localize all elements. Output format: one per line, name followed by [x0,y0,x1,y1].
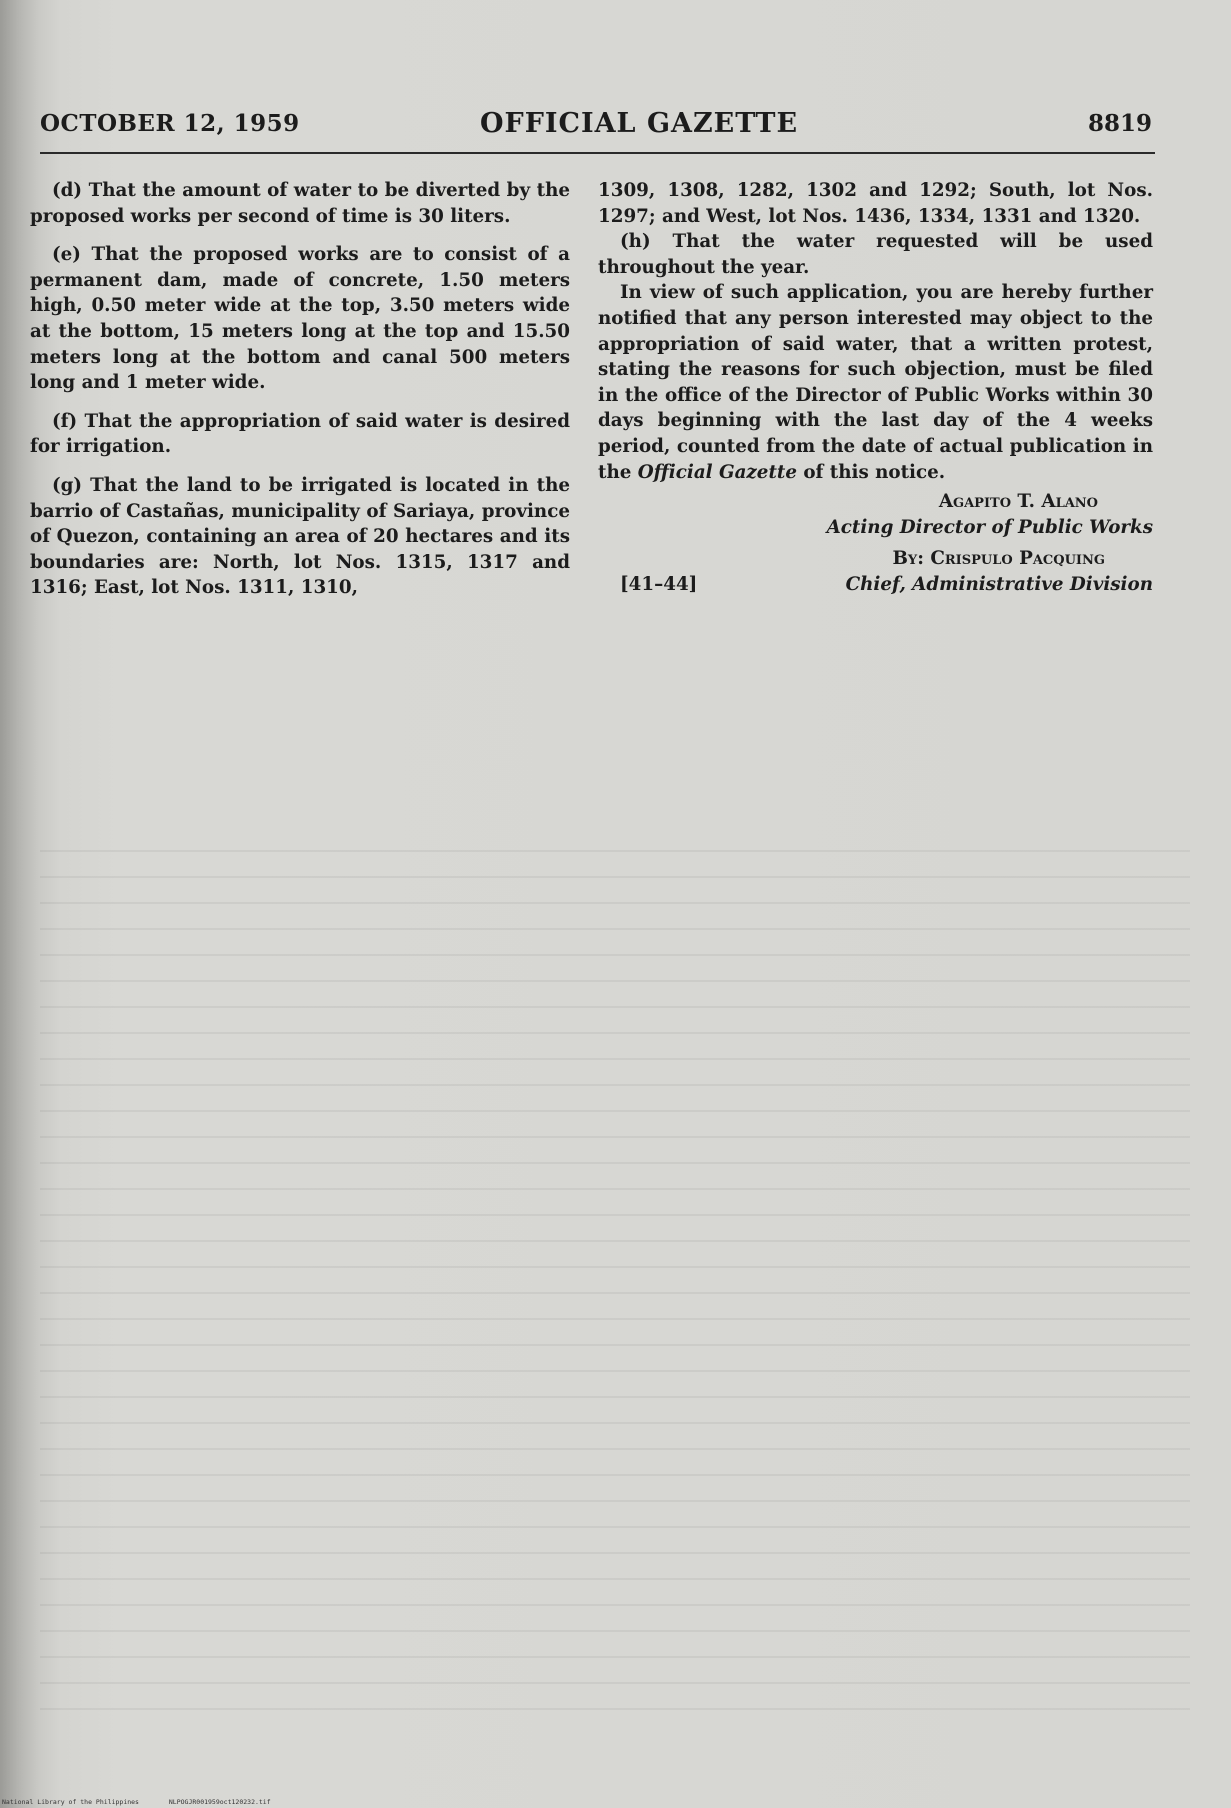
signatory-name: Agapito T. Alano [938,491,1098,513]
signature-block [598,489,1153,598]
right-column [598,178,1153,598]
footer-library: National Library of the Philippines [2,1798,139,1806]
paragraph-g-continued: 1309, 1308, 1282, 1302 and 1292; South, lot Nos. 1297; and West, lot Nos. 1436, 1334, 1331 and 1320. [598,180,1153,227]
reference-code: [41–44] [620,573,698,595]
notice-text: In view of such application, you are hereby further notified that any person interested may object to the appropriation of said water, that a written protest, stating the reasons for such objection, must be filed in the office of the Director of Public Works within 30 days beginning with the last day of the 4 weeks period, counted from the date of actual publication in the [598,282,1153,483]
paragraph-g: (g) That the land to be irrigated is located in the barrio of Castañas, municipality of Sariaya, province of Quezon, containing an area of 20 hectares and its boundaries are: North, lot Nos. 1315, 1317 and 1316; East, lot Nos. 1311, 1310, [30,474,570,599]
header-rule [40,152,1155,154]
signatory-title: Acting Director of Public Works [826,516,1153,538]
scan-footer [2,1798,297,1806]
paragraph-d: (d) That the amount of water to be diverted by the proposed works per second of time is 30 liters. [30,180,570,227]
page-header [40,108,1152,148]
left-column [30,178,570,601]
footer-file-id: NLPOGJR001959oct120232.tif [168,1798,271,1806]
paragraph-h: (h) That the water requested will be used throughout the year. [598,231,1153,278]
by-title: Chief, Administrative Division [845,573,1153,595]
signature-row [598,572,1153,598]
paragraph-e: (e) That the proposed works are to consist of a permanent dam, made of concrete, 1.50 meters high, 0.50 meter wide at the top, 3.50 meters wide at the bottom, 15 meters long at the top and 15.50 meters long at the bottom and canal 500 meters long and 1 meter wide. [30,244,570,394]
notice-italic-text: Official Gazette [637,461,797,483]
bleed-through-texture [40,850,1190,1730]
page-number: 8819 [1087,110,1152,137]
header-date: OCTOBER 12, 1959 [40,110,300,137]
publication-title: OFFICIAL GAZETTE [480,108,799,139]
paragraph-f: (f) That the appropriation of said water is desired for irrigation. [30,410,570,458]
by-line: By: Crispulo Pacquing [892,548,1105,570]
notice-paragraph [598,280,1153,485]
notice-end-text: of this notice. [803,461,946,483]
